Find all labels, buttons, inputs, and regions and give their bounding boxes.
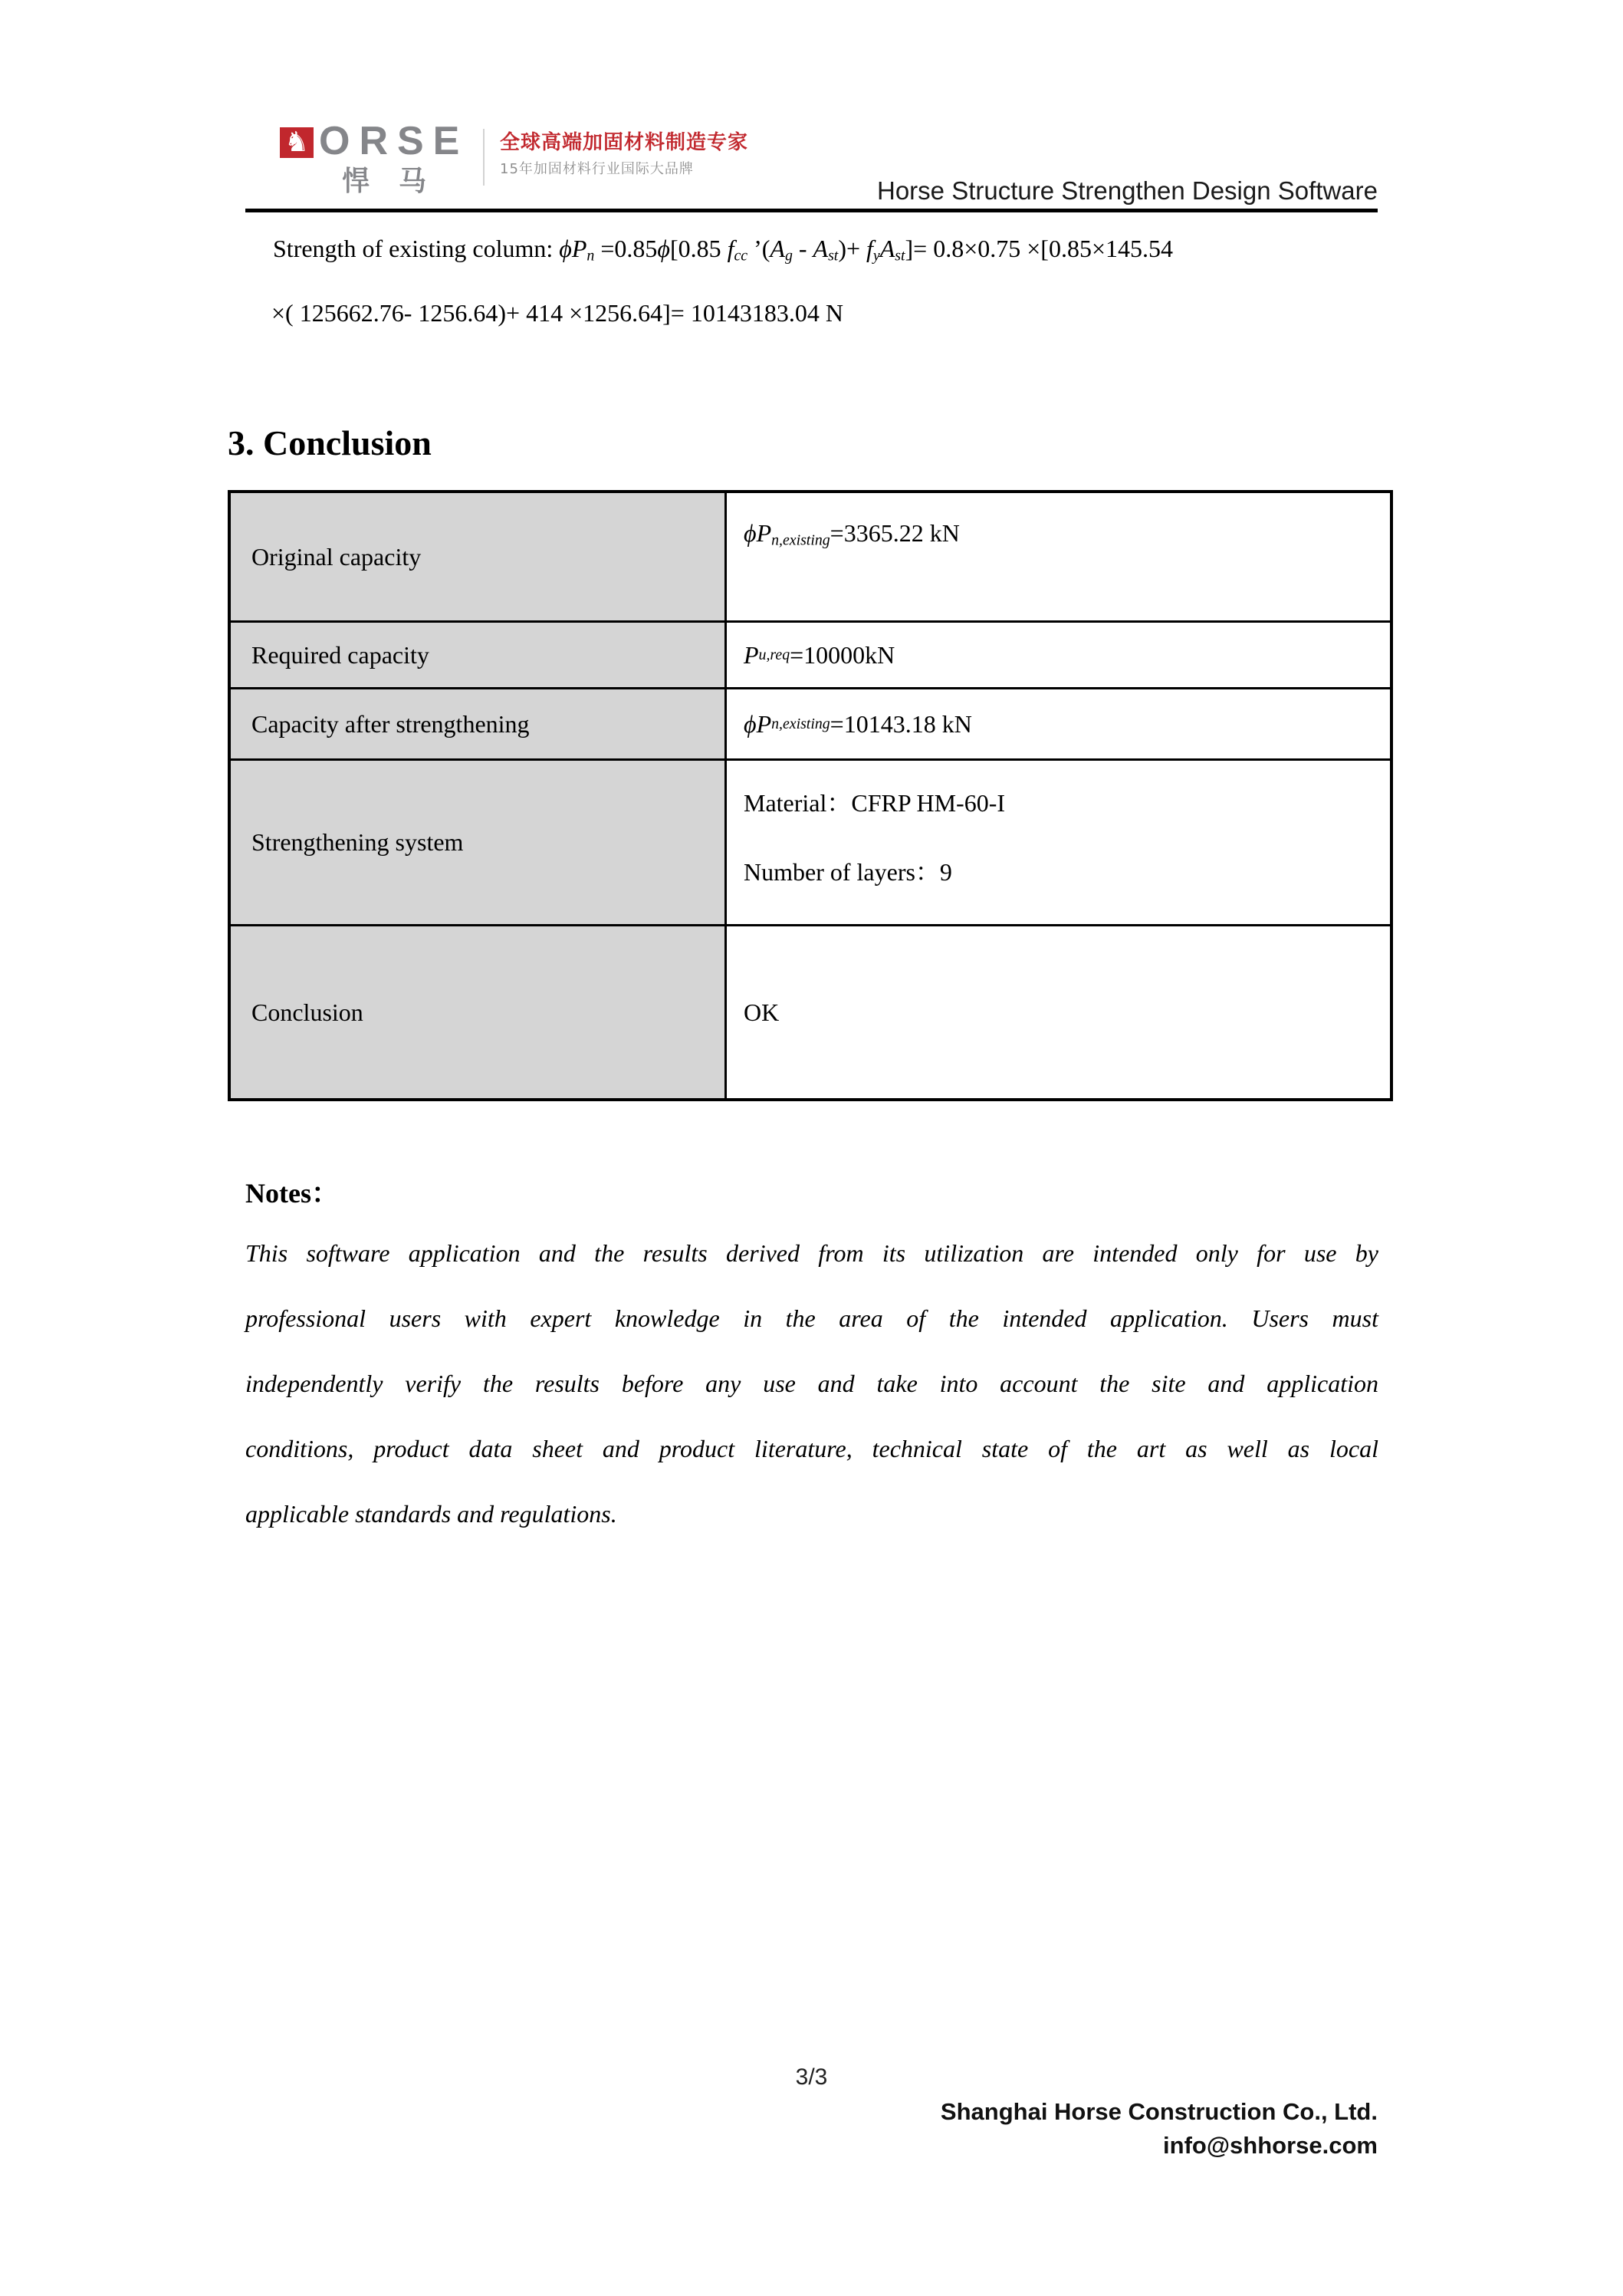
row-label: Original capacity: [231, 493, 724, 620]
section-heading: 3. Conclusion: [228, 423, 432, 462]
table-row-conclusion: [231, 924, 1390, 1098]
footer-email: info@shhorse.com: [1163, 2132, 1378, 2159]
row-label: Capacity after strengthening: [231, 689, 724, 758]
notes-line: This software application and the results derived from its utilization are intended only for use by: [245, 1239, 1378, 1267]
notes-heading: Notes：: [245, 1178, 339, 1209]
notes-line: applicable standards and regulations.: [245, 1500, 617, 1528]
notes-line: independently verify the results before any use and take into account the site and application: [245, 1370, 1378, 1397]
row-value: P u,req =10000kN: [724, 623, 1390, 687]
row-value: ϕPn,existing=3365.22 kN: [724, 493, 1390, 620]
row-label: Strengthening system: [231, 761, 724, 924]
row-label: Required capacity: [231, 623, 724, 687]
row-label: Conclusion: [231, 926, 724, 1098]
strength-formula-line2: ×( 125662.76- 1256.64)+ 414 ×1256.64]= 10143183.04 N: [271, 299, 843, 327]
material-line: Material：CFRP HM-60-I: [744, 789, 1006, 817]
page-number: 3/3: [795, 2064, 828, 2090]
table-row-required-capacity: [231, 620, 1390, 687]
logo-tagline: 全球高端加固材料制造专家: [500, 131, 749, 154]
logo-wordmark: ORSE: [319, 119, 469, 163]
horse-head-icon: [280, 127, 314, 158]
notes-paragraph: [245, 1221, 1378, 1547]
row-value: ϕP n,existing =10143.18 kN: [724, 689, 1390, 758]
horse-head-glyph: ♞: [284, 127, 310, 158]
header-rule: [245, 209, 1378, 212]
logo-divider: [483, 129, 485, 186]
logo-subtagline: 15年加固材料行业国际大品牌: [500, 161, 694, 177]
notes-line: conditions, product data sheet and product literature, technical state of the art as well as local: [245, 1435, 1378, 1462]
logo-chinese-name: 悍马: [342, 166, 456, 197]
footer-company: Shanghai Horse Construction Co., Ltd.: [940, 2098, 1378, 2125]
conclusion-table: [228, 490, 1393, 1101]
row-value: OK: [724, 926, 1390, 1098]
layers-line: Number of layers：9: [744, 858, 952, 886]
app-title: Horse Structure Strengthen Design Software: [877, 176, 1378, 205]
table-row-strengthening-system: [231, 758, 1390, 924]
table-row-original-capacity: [231, 493, 1390, 620]
table-row-capacity-after-strengthening: [231, 687, 1390, 758]
row-value: [724, 761, 1390, 924]
strength-formula-line1: Strength of existing column: ϕPn =0.85ϕ[0.85 fcc ’(Ag - Ast)+ fyAst]= 0.8×0.75 ×[0.85×145.54: [273, 235, 1173, 265]
notes-line: professional users with expert knowledge in the area of the intended application. Users must: [245, 1304, 1378, 1332]
